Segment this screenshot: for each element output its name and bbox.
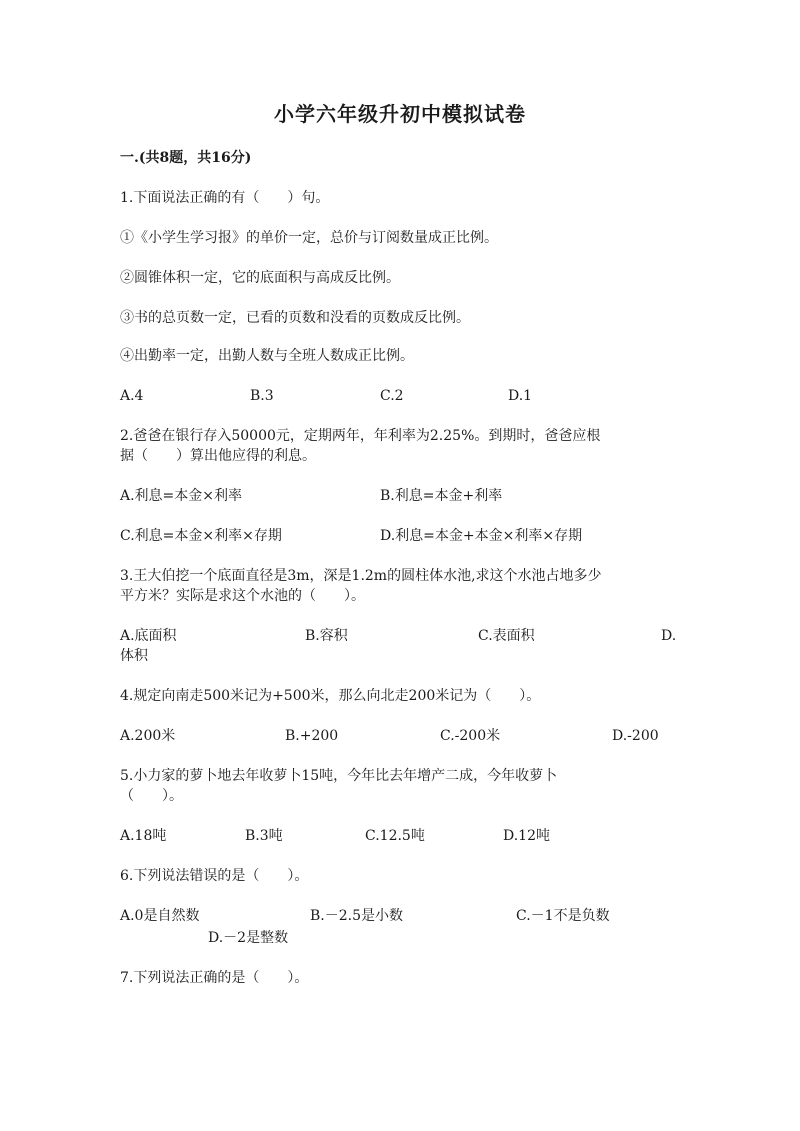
question-7-text: 7.下列说法正确的是（ ）。 xyxy=(120,970,309,986)
page-title: 小学六年级升初中模拟试卷 xyxy=(274,102,526,126)
question-6-option-a: A.0是自然数 xyxy=(120,908,200,924)
question-5-option-c: C.12.5吨 xyxy=(365,828,425,844)
question-2-text-line-2: 据（ ）算出他应得的利息。 xyxy=(120,448,316,464)
question-4-text: 4.规定向南走500米记为+500米，那么向北走200米记为（ ）。 xyxy=(120,688,541,704)
question-1-text: 1.下面说法正确的有（ ）句。 xyxy=(120,190,330,206)
question-3-option-b: B.容积 xyxy=(305,628,348,644)
question-1-statement-2: ②圆锥体积一定，它的底面积与高成反比例。 xyxy=(120,270,400,286)
question-1-statement-3: ③书的总页数一定，已看的页数和没看的页数成反比例。 xyxy=(120,310,470,326)
question-4-option-d: D.-200 xyxy=(612,728,659,744)
question-5-text-line-2: （ ）。 xyxy=(120,788,183,804)
question-5-option-d: D.12吨 xyxy=(503,828,550,844)
question-2-option-d: D.利息=本金+本金×利率×存期 xyxy=(380,528,583,544)
question-2-option-c: C.利息=本金×利率×存期 xyxy=(120,528,282,544)
question-1-option-a: A.4 xyxy=(120,388,144,404)
question-4-option-b: B.+200 xyxy=(285,728,339,744)
question-4-option-a: A.200米 xyxy=(120,728,176,744)
question-6-option-d: D.－2是整数 xyxy=(208,930,289,946)
question-2-option-a: A.利息=本金×利率 xyxy=(120,488,243,504)
question-5-text-line-1: 5.小力家的萝卜地去年收萝卜15吨，今年比去年增产二成，今年收萝卜 xyxy=(120,768,558,784)
question-3-text-line-2: 平方米？实际是求这个水池的（ ）。 xyxy=(120,588,365,604)
question-3-text-line-1: 3.王大伯挖一个底面直径是3m，深是1.2m的圆柱体水池,求这个水池占地多少 xyxy=(120,568,602,584)
question-4-option-c: C.-200米 xyxy=(440,728,501,744)
question-3-option-d-continued: 体积 xyxy=(120,648,148,664)
question-1-option-d: D.1 xyxy=(508,388,533,404)
question-3-option-c: C.表面积 xyxy=(478,628,535,644)
question-6-text: 6.下列说法错误的是（ ）。 xyxy=(120,868,309,884)
question-5-option-a: A.18吨 xyxy=(120,828,167,844)
question-6-option-b: B.－2.5是小数 xyxy=(310,908,404,924)
question-1-statement-1: ①《小学生学习报》的单价一定，总价与订阅数量成正比例。 xyxy=(120,230,498,246)
question-2-text-line-1: 2.爸爸在银行存入50000元，定期两年，年利率为2.25%。到期时，爸爸应根 xyxy=(120,428,601,444)
question-6-option-c: C.－1不是负数 xyxy=(516,908,610,924)
question-3-option-a: A.底面积 xyxy=(120,628,177,644)
question-1-statement-4: ④出勤率一定，出勤人数与全班人数成正比例。 xyxy=(120,348,414,364)
question-1-option-b: B.3 xyxy=(250,388,274,404)
section-heading: 一.(共8题，共16分) xyxy=(120,150,252,166)
question-5-option-b: B.3吨 xyxy=(245,828,283,844)
question-3-option-d: D. xyxy=(661,628,677,644)
question-1-option-c: C.2 xyxy=(380,388,404,404)
question-2-option-b: B.利息=本金+利率 xyxy=(380,488,503,504)
